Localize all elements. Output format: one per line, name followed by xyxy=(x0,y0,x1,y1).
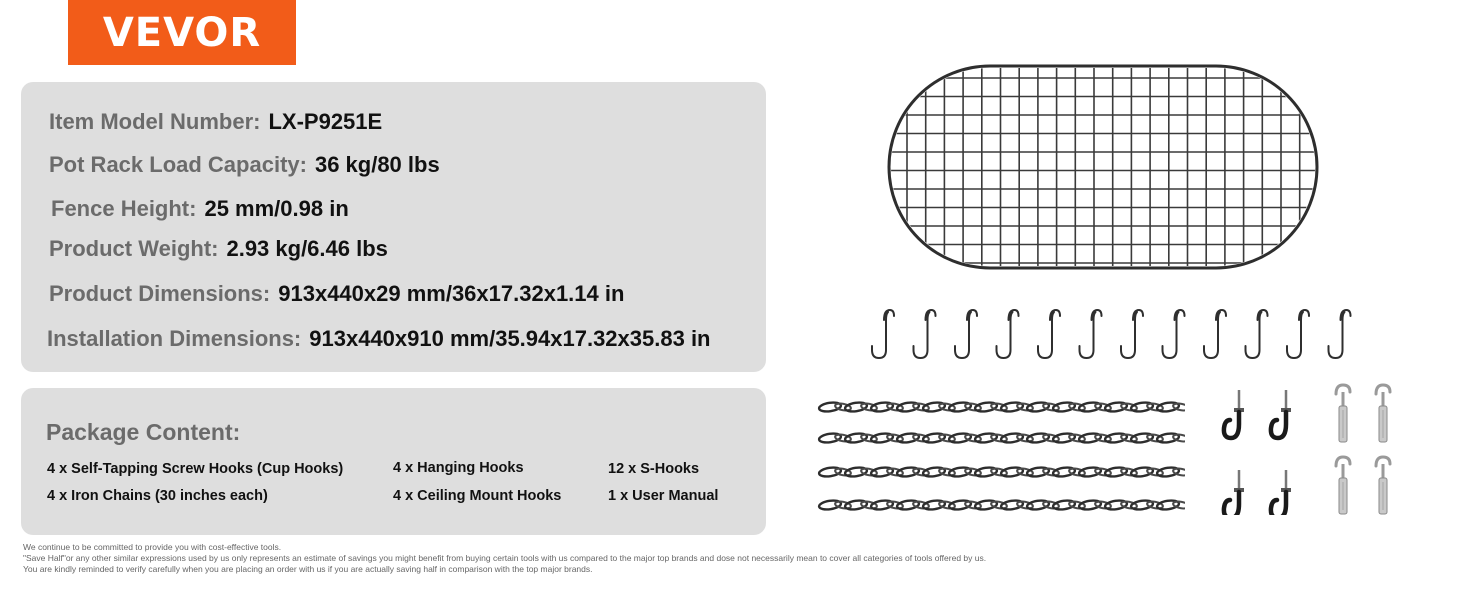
chain-icon xyxy=(819,499,1185,510)
spec-row-fence-height xyxy=(51,196,349,222)
spec-row-installation-dimensions xyxy=(47,326,711,352)
spec-value: 2.93 kg/6.46 lbs xyxy=(226,236,388,261)
cup-hook-icon xyxy=(1271,390,1291,438)
spec-row-product-dimensions xyxy=(49,281,624,307)
disclaimer-line: "Save Half"or any other similar expressions used by us only represents an estimate of savings you might benefit from buying certain tools with us compared to the major top brands and dose not necessarily mean to cover all categories of tools offered by us. xyxy=(23,553,987,563)
specifications-panel xyxy=(21,82,766,372)
s-hooks-row xyxy=(858,306,1358,366)
disclaimer-line: We continue to be committed to provide you with cost-effective tools. xyxy=(23,542,282,552)
oval-grid-rack-icon xyxy=(885,62,1321,272)
chain-icon xyxy=(819,401,1185,412)
chain-icon xyxy=(819,432,1185,443)
s-hook-icon xyxy=(955,310,977,358)
package-item: 4 x Self-Tapping Screw Hooks (Cup Hooks) xyxy=(47,461,344,477)
s-hook-icon xyxy=(1246,310,1268,358)
spec-value: LX-P9251E xyxy=(268,109,383,134)
spec-value: 25 mm/0.98 in xyxy=(204,196,349,221)
s-hook-icon xyxy=(914,310,936,358)
ceiling-mount-hook-icon xyxy=(1336,457,1350,514)
spec-label: Item Model Number: xyxy=(49,109,261,134)
s-hook-icon xyxy=(1038,310,1060,358)
vevor-logo xyxy=(68,0,310,65)
package-item: 4 x Hanging Hooks xyxy=(393,460,524,476)
ceiling-mount-hook-icon xyxy=(1376,457,1390,514)
spec-value: 36 kg/80 lbs xyxy=(314,152,440,177)
ceiling-mount-hook-icon xyxy=(1336,385,1350,442)
package-item: 4 x Ceiling Mount Hooks xyxy=(393,488,562,504)
package-item: 4 x Iron Chains (30 inches each) xyxy=(47,488,268,504)
spec-row-product-weight xyxy=(49,236,388,262)
spec-label: Product Dimensions: xyxy=(49,281,271,306)
s-hook-icon xyxy=(1204,310,1226,358)
s-hook-icon xyxy=(872,310,894,358)
disclaimer xyxy=(23,542,986,575)
package-item: 12 x S-Hooks xyxy=(608,461,700,477)
s-hook-icon xyxy=(1287,310,1309,358)
chain-icon xyxy=(819,466,1185,477)
ceiling-mount-hooks-group xyxy=(1330,382,1410,520)
s-hook-icon xyxy=(1329,310,1351,358)
registered-mark: ® xyxy=(301,2,310,14)
spec-row-model-number xyxy=(49,109,382,135)
package-item: 1 x User Manual xyxy=(608,488,719,504)
cup-hook-icon xyxy=(1224,470,1244,515)
cup-hook-icon xyxy=(1224,390,1244,438)
ceiling-mount-hook-icon xyxy=(1376,385,1390,442)
package-title: Package Content: xyxy=(46,419,241,445)
logo-text: VEVOR xyxy=(102,9,262,56)
s-hook-icon xyxy=(997,310,1019,358)
spec-label: Fence Height: xyxy=(51,196,197,221)
cup-hooks-group xyxy=(1215,385,1310,515)
cup-hook-icon xyxy=(1271,470,1291,515)
s-hook-icon xyxy=(1080,310,1102,358)
spec-value: 913x440x910 mm/35.94x17.32x35.83 in xyxy=(309,326,711,351)
spec-label: Pot Rack Load Capacity: xyxy=(49,152,307,177)
chains-group xyxy=(815,393,1185,518)
spec-row-load-capacity xyxy=(49,152,440,178)
s-hook-icon xyxy=(1163,310,1185,358)
spec-label: Product Weight: xyxy=(49,236,219,261)
disclaimer-line: You are kindly reminded to verify carefully when you are placing an order with us if you are actually saving half in comparison with the top major brands. xyxy=(23,564,593,574)
package-content-panel xyxy=(21,388,766,535)
spec-value: 913x440x29 mm/36x17.32x1.14 in xyxy=(278,281,625,306)
s-hook-icon xyxy=(1121,310,1143,358)
spec-label: Installation Dimensions: xyxy=(47,326,302,351)
